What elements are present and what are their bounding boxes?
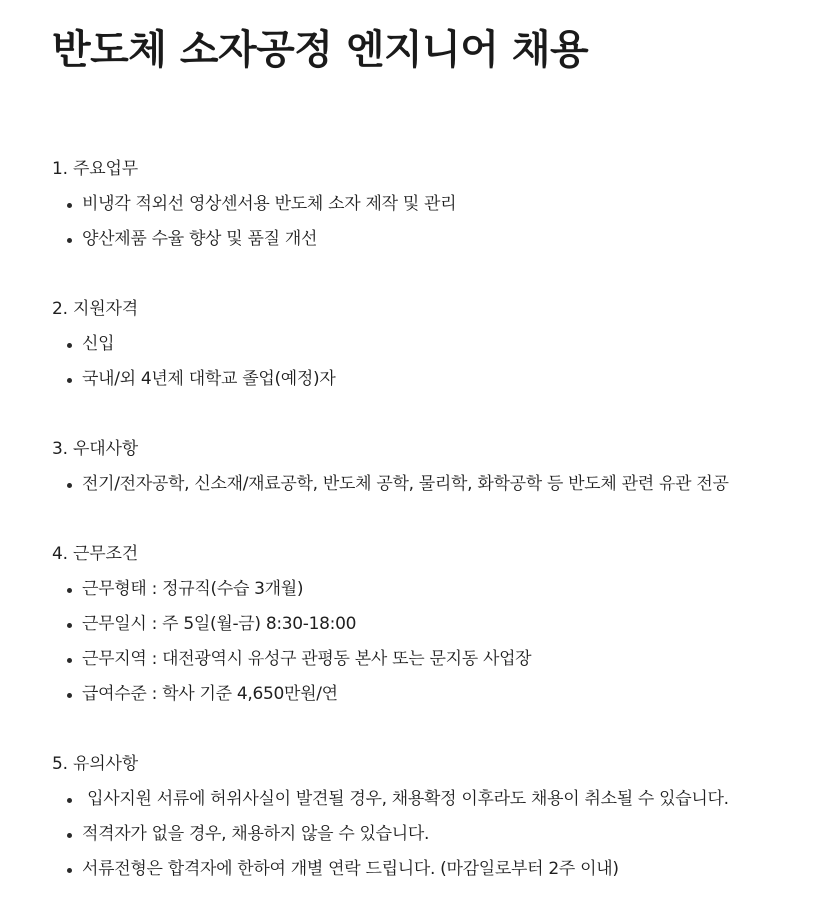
section-heading: 1. 주요업무: [52, 159, 138, 179]
section-heading: 3. 우대사항: [52, 439, 138, 459]
bullet-dot-icon: [67, 238, 72, 243]
bullet-dot-icon: [67, 868, 72, 873]
bullet-dot-icon: [67, 798, 72, 803]
section-list: [52, 577, 819, 717]
list-item: [52, 367, 819, 402]
list-item-text: 전기/전자공학, 신소재/재료공학, 반도체 공학, 물리학, 화학공학 등 반도체 관련 유관 전공: [82, 474, 729, 494]
list-item-text: 양산제품 수율 향상 및 품질 개선: [82, 229, 318, 249]
bullet-dot-icon: [67, 203, 72, 208]
list-item-text: 국내/외 4년제 대학교 졸업(예정)자: [82, 369, 336, 389]
bullet-dot-icon: [67, 343, 72, 348]
bullet-dot-icon: [67, 378, 72, 383]
section-main-duties: [52, 157, 819, 262]
list-item: [52, 612, 819, 647]
list-item-text: 근무일시 : 주 5일(월-금) 8:30-18:00: [82, 614, 357, 634]
list-item: [52, 857, 819, 892]
bullet-dot-icon: [67, 483, 72, 488]
list-item-text: 입사지원 서류에 허위사실이 발견될 경우, 채용확정 이후라도 채용이 취소될 수 있습니다.: [82, 789, 729, 809]
section-preferences: [52, 437, 819, 507]
section-work-conditions: [52, 542, 819, 717]
section-heading: 5. 유의사항: [52, 754, 138, 774]
section-list: [52, 787, 819, 892]
bullet-dot-icon: [67, 588, 72, 593]
list-item: [52, 472, 819, 507]
list-item-text: 적격자가 없을 경우, 채용하지 않을 수 있습니다.: [82, 824, 430, 844]
bullet-dot-icon: [67, 693, 72, 698]
list-item-text: 신입: [82, 334, 115, 354]
bullet-dot-icon: [67, 833, 72, 838]
section-notes: [52, 752, 819, 892]
section-heading: 2. 지원자격: [52, 299, 138, 319]
bullet-dot-icon: [67, 623, 72, 628]
list-item: [52, 332, 819, 367]
page-title: 반도체 소자공정 엔지니어 채용: [52, 27, 589, 73]
list-item: [52, 822, 819, 857]
posting-sections: [52, 157, 819, 892]
section-list: [52, 332, 819, 402]
list-item-text: 서류전형은 합격자에 한하여 개별 연락 드립니다. (마감일로부터 2주 이내): [82, 859, 619, 879]
list-item: [52, 577, 819, 612]
list-item-text: 비냉각 적외선 영상센서용 반도체 소자 제작 및 관리: [82, 194, 457, 214]
bullet-dot-icon: [67, 658, 72, 663]
list-item: [52, 682, 819, 717]
section-qualifications: [52, 297, 819, 402]
section-list: [52, 472, 819, 507]
list-item: [52, 787, 819, 822]
list-item-text: 근무지역 : 대전광역시 유성구 관평동 본사 또는 문지동 사업장: [82, 649, 532, 669]
list-item-text: 근무형태 : 정규직(수습 3개월): [82, 579, 304, 599]
list-item: [52, 647, 819, 682]
list-item: [52, 227, 819, 262]
section-list: [52, 192, 819, 262]
section-heading: 4. 근무조건: [52, 544, 138, 564]
list-item: [52, 192, 819, 227]
list-item-text: 급여수준 : 학사 기준 4,650만원/연: [82, 684, 338, 704]
